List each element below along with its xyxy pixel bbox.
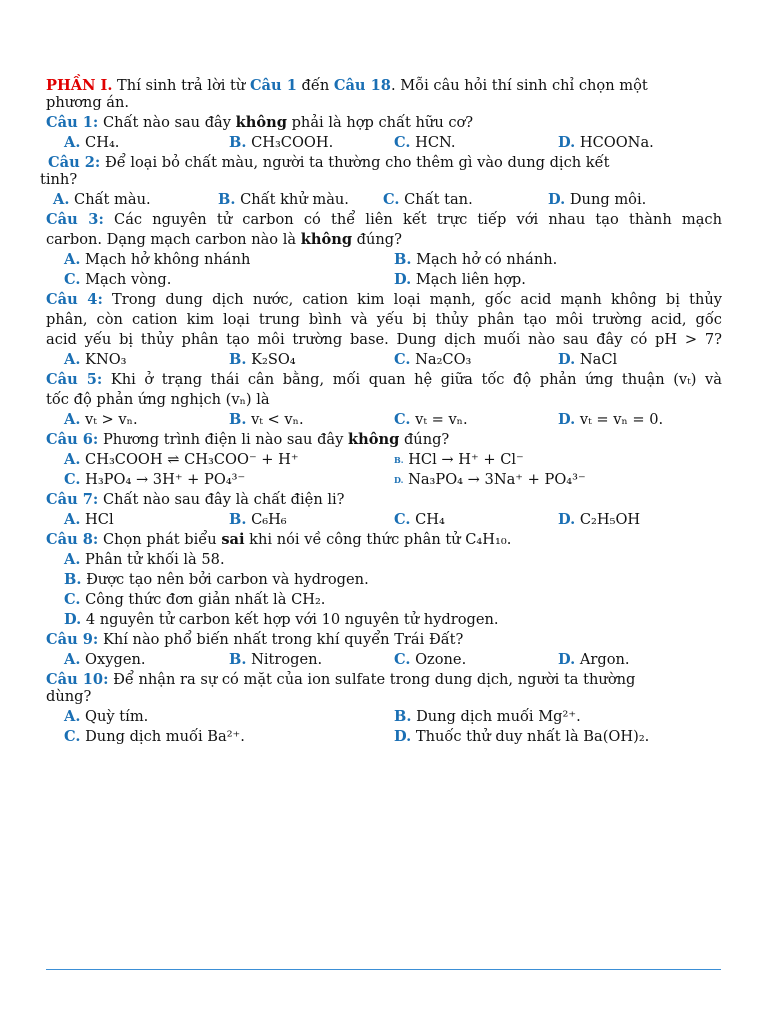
option-text: Oxygen. xyxy=(85,651,146,668)
option-text: Được tạo nên bởi carbon và hydrogen. xyxy=(86,571,369,588)
option-b[interactable] xyxy=(229,350,296,370)
option-text: HCl → H⁺ + Cl⁻ xyxy=(408,451,524,468)
question-text: đúng? xyxy=(399,431,450,448)
part-label: PHẦN I. xyxy=(46,77,113,94)
question-text: Chất nào sau đây là chất điện li? xyxy=(98,491,345,508)
question-text: phân, còn cation kim loại trung bình và yếu bị thủy phân tạo môi trường acid, gốc xyxy=(46,311,722,328)
question-label: Câu 4: xyxy=(46,291,103,308)
option-text: Argon. xyxy=(579,651,630,668)
question-text: Khi ở trạng thái cân bằng, mối quan hệ giữa tốc độ phản ứng thuận (vₜ) và xyxy=(102,371,722,388)
question-text: carbon. Dạng mạch carbon nào là xyxy=(46,231,301,248)
question-emphasis: không xyxy=(348,431,400,448)
section-header-cont xyxy=(46,93,722,113)
option-text: C₂H₅OH xyxy=(579,511,641,528)
answer-row xyxy=(46,410,722,430)
option-a[interactable] xyxy=(64,650,146,670)
option-letter: C. xyxy=(64,728,81,745)
answer-row xyxy=(46,570,722,590)
option-text: HCl xyxy=(85,511,114,528)
option-c[interactable] xyxy=(394,510,445,530)
option-letter: A. xyxy=(64,511,81,528)
option-d[interactable] xyxy=(394,727,649,747)
header-text-4: phương án. xyxy=(46,94,130,111)
option-d[interactable] xyxy=(394,270,526,290)
question-text: Các nguyên tử carbon có thể liên kết trực tiếp với nhau tạo thành mạch xyxy=(103,211,723,228)
option-letter: D. xyxy=(558,411,576,428)
option-c[interactable] xyxy=(383,190,473,210)
option-a[interactable] xyxy=(64,450,299,470)
answer-row xyxy=(46,350,722,370)
option-a[interactable] xyxy=(64,133,119,153)
answer-row xyxy=(46,610,722,630)
option-c[interactable] xyxy=(64,270,171,290)
option-b[interactable] xyxy=(394,250,557,270)
option-text: Mạch hở không nhánh xyxy=(85,251,251,268)
header-text-1: Thí sinh trả lời từ xyxy=(112,77,250,94)
option-letter: B. xyxy=(229,651,247,668)
option-b[interactable] xyxy=(229,133,333,153)
option-a[interactable] xyxy=(64,707,148,727)
option-text: Thuốc thử duy nhất là Ba(OH)₂. xyxy=(415,728,650,745)
option-d[interactable] xyxy=(558,350,617,370)
option-text: vₜ > vₙ. xyxy=(85,411,138,428)
header-text-2: đến xyxy=(296,77,334,94)
option-letter: A. xyxy=(64,251,81,268)
option-letter: A. xyxy=(64,134,81,151)
question-label: Câu 2: xyxy=(48,154,101,171)
question-4-cont xyxy=(46,330,722,350)
option-text: C₆H₆ xyxy=(251,511,287,528)
option-b[interactable] xyxy=(64,570,369,590)
option-text: Na₂CO₃ xyxy=(415,351,472,368)
question-label: Câu 5: xyxy=(46,371,103,388)
answer-row xyxy=(46,133,722,153)
option-text: Mạch liên hợp. xyxy=(415,271,526,288)
option-text: CH₃COOH. xyxy=(251,134,334,151)
option-a[interactable] xyxy=(64,250,250,270)
question-5 xyxy=(46,370,722,390)
question-emphasis: không xyxy=(235,114,287,131)
option-letter: C. xyxy=(64,591,81,608)
option-text: K₂SO₄ xyxy=(251,351,296,368)
answer-row xyxy=(46,590,722,610)
question-label: Câu 6: xyxy=(46,431,99,448)
option-a[interactable] xyxy=(53,190,151,210)
option-text: HCN. xyxy=(415,134,456,151)
option-d[interactable] xyxy=(64,610,499,630)
option-d[interactable] xyxy=(548,190,646,210)
question-label: Câu 8: xyxy=(46,531,99,548)
option-letter: B. xyxy=(218,191,236,208)
option-d[interactable] xyxy=(558,510,640,530)
option-d[interactable] xyxy=(558,410,663,430)
option-b[interactable] xyxy=(394,707,581,727)
option-text: CH₄. xyxy=(85,134,120,151)
answer-row xyxy=(46,727,722,747)
option-text: Phân tử khối là 58. xyxy=(85,551,225,568)
option-letter: C. xyxy=(383,191,400,208)
question-text: dùng? xyxy=(46,688,92,705)
question-text: Để loại bỏ chất màu, người ta thường cho thêm gì vào dung dịch kết xyxy=(100,154,610,171)
question-label: Câu 9: xyxy=(46,631,99,648)
option-text: Dung dịch muối Ba²⁺. xyxy=(85,728,245,745)
option-c[interactable] xyxy=(394,350,471,370)
question-text: Khí nào phổ biến nhất trong khí quyển Trái Đất? xyxy=(98,631,464,648)
question-3-cont xyxy=(46,230,722,250)
option-letter: A. xyxy=(64,351,81,368)
option-text: Công thức đơn giản nhất là CH₂. xyxy=(85,591,326,608)
option-letter: B. xyxy=(394,455,404,465)
option-letter: B. xyxy=(229,511,247,528)
option-letter: B. xyxy=(394,251,412,268)
question-5-cont xyxy=(46,390,722,410)
question-10-cont xyxy=(46,687,722,707)
option-text: vₜ = vₙ = 0. xyxy=(579,411,664,428)
option-text: vₜ < vₙ. xyxy=(251,411,304,428)
option-a[interactable] xyxy=(64,350,127,370)
question-text: tinh? xyxy=(40,171,78,188)
question-label: Câu 7: xyxy=(46,491,99,508)
option-letter: D. xyxy=(558,651,576,668)
answer-row xyxy=(46,470,722,490)
option-letter: D. xyxy=(394,728,412,745)
question-text: Chất nào sau đây xyxy=(98,114,236,131)
question-text: khi nói về công thức phân tử C₄H₁₀. xyxy=(244,531,512,548)
from-question: Câu 1 xyxy=(249,77,297,94)
question-1 xyxy=(46,113,722,133)
answer-row xyxy=(46,650,722,670)
to-question: Câu 18 xyxy=(333,77,391,94)
option-b[interactable] xyxy=(229,650,322,670)
option-c[interactable] xyxy=(394,133,455,153)
option-text: Na₃PO₄ → 3Na⁺ + PO₄³⁻ xyxy=(408,471,586,488)
question-text: Chọn phát biểu xyxy=(98,531,222,548)
question-3 xyxy=(46,210,722,230)
answer-row xyxy=(46,510,722,530)
option-letter: A. xyxy=(64,708,81,725)
option-letter: B. xyxy=(394,708,412,725)
option-b[interactable] xyxy=(218,190,349,210)
question-text: đúng? xyxy=(352,231,402,248)
answer-row xyxy=(46,707,722,727)
answer-row xyxy=(46,450,722,470)
option-letter: D. xyxy=(394,271,412,288)
option-text: NaCl xyxy=(579,351,618,368)
option-text: H₃PO₄ → 3H⁺ + PO₄³⁻ xyxy=(85,471,246,488)
answer-row xyxy=(46,270,722,290)
header-text-3: . Mỗi câu hỏi thí sinh chỉ chọn một xyxy=(390,77,648,94)
option-letter: C. xyxy=(394,651,411,668)
question-label: Câu 10: xyxy=(46,671,109,688)
option-c[interactable] xyxy=(64,470,245,490)
option-d[interactable] xyxy=(558,133,654,153)
option-c[interactable] xyxy=(394,410,468,430)
question-text: phải là hợp chất hữu cơ? xyxy=(286,114,474,131)
option-text: Dung dịch muối Mg²⁺. xyxy=(416,708,581,725)
option-d[interactable] xyxy=(394,470,586,490)
option-letter: B. xyxy=(64,571,82,588)
option-text: Nitrogen. xyxy=(251,651,323,668)
option-letter: A. xyxy=(64,551,81,568)
option-letter: D. xyxy=(548,191,566,208)
question-7 xyxy=(46,490,722,510)
option-letter: B. xyxy=(229,134,247,151)
question-label: Câu 3: xyxy=(46,211,104,228)
option-letter: C. xyxy=(394,351,411,368)
question-emphasis: không xyxy=(300,231,353,248)
answer-row xyxy=(46,250,722,270)
option-letter: B. xyxy=(229,351,247,368)
option-text: vₜ = vₙ. xyxy=(415,411,468,428)
option-letter: C. xyxy=(394,411,411,428)
option-letter: A. xyxy=(64,651,81,668)
question-text: tốc độ phản ứng nghịch (vₙ) là xyxy=(46,391,270,408)
option-letter: D. xyxy=(558,134,576,151)
question-6 xyxy=(46,430,722,450)
option-text: Mạch hở có nhánh. xyxy=(416,251,558,268)
option-a[interactable] xyxy=(64,550,225,570)
option-letter: C. xyxy=(394,134,411,151)
question-text: Để nhận ra sự có mặt của ion sulfate trong dung dịch, người ta thường xyxy=(108,671,636,688)
answer-row xyxy=(46,550,722,570)
option-c[interactable] xyxy=(64,727,245,747)
question-4 xyxy=(46,290,722,310)
option-text: Quỳ tím. xyxy=(85,708,149,725)
question-text: Trong dung dịch nước, cation kim loại mạnh, gốc acid mạnh không bị thủy xyxy=(102,291,722,308)
question-2-cont xyxy=(40,170,722,190)
option-letter: D. xyxy=(558,511,576,528)
option-letter: D. xyxy=(394,475,404,485)
option-text: Chất khử màu. xyxy=(240,191,349,208)
option-b[interactable] xyxy=(229,510,287,530)
question-4-cont xyxy=(46,310,722,330)
option-text: HCOONa. xyxy=(579,134,654,151)
option-letter: A. xyxy=(64,411,81,428)
option-c[interactable] xyxy=(64,590,325,610)
option-text: KNO₃ xyxy=(85,351,127,368)
option-letter: C. xyxy=(64,471,81,488)
answer-row xyxy=(46,190,722,210)
option-letter: C. xyxy=(64,271,81,288)
question-text: Phương trình điện li nào sau đây xyxy=(98,431,349,448)
option-text: Chất màu. xyxy=(74,191,151,208)
option-text: CH₃COOH ⇌ CH₃COO⁻ + H⁺ xyxy=(85,451,299,468)
option-text: Dung môi. xyxy=(569,191,647,208)
option-c[interactable] xyxy=(394,650,466,670)
question-label: Câu 1: xyxy=(46,114,99,131)
exam-page xyxy=(40,76,723,747)
option-letter: A. xyxy=(53,191,70,208)
option-a[interactable] xyxy=(64,510,114,530)
option-text: Chất tan. xyxy=(404,191,473,208)
option-letter: C. xyxy=(394,511,411,528)
option-letter: A. xyxy=(64,451,81,468)
option-text: Mạch vòng. xyxy=(85,271,172,288)
option-text: 4 nguyên tử carbon kết hợp với 10 nguyên tử hydrogen. xyxy=(85,611,499,628)
option-letter: B. xyxy=(229,411,247,428)
option-text: Ozone. xyxy=(415,651,467,668)
question-9 xyxy=(46,630,722,650)
option-letter: D. xyxy=(64,611,82,628)
question-text: acid yếu bị thủy phân tạo môi trường base. Dung dịch muối nào sau đây có pH > 7? xyxy=(46,331,722,348)
option-b[interactable] xyxy=(394,450,524,470)
question-8 xyxy=(46,530,722,550)
option-letter: D. xyxy=(558,351,576,368)
option-text: CH₄ xyxy=(415,511,445,528)
option-a[interactable] xyxy=(64,410,138,430)
option-d[interactable] xyxy=(558,650,630,670)
option-b[interactable] xyxy=(229,410,304,430)
question-emphasis: sai xyxy=(221,531,245,548)
footer-divider xyxy=(46,969,721,970)
